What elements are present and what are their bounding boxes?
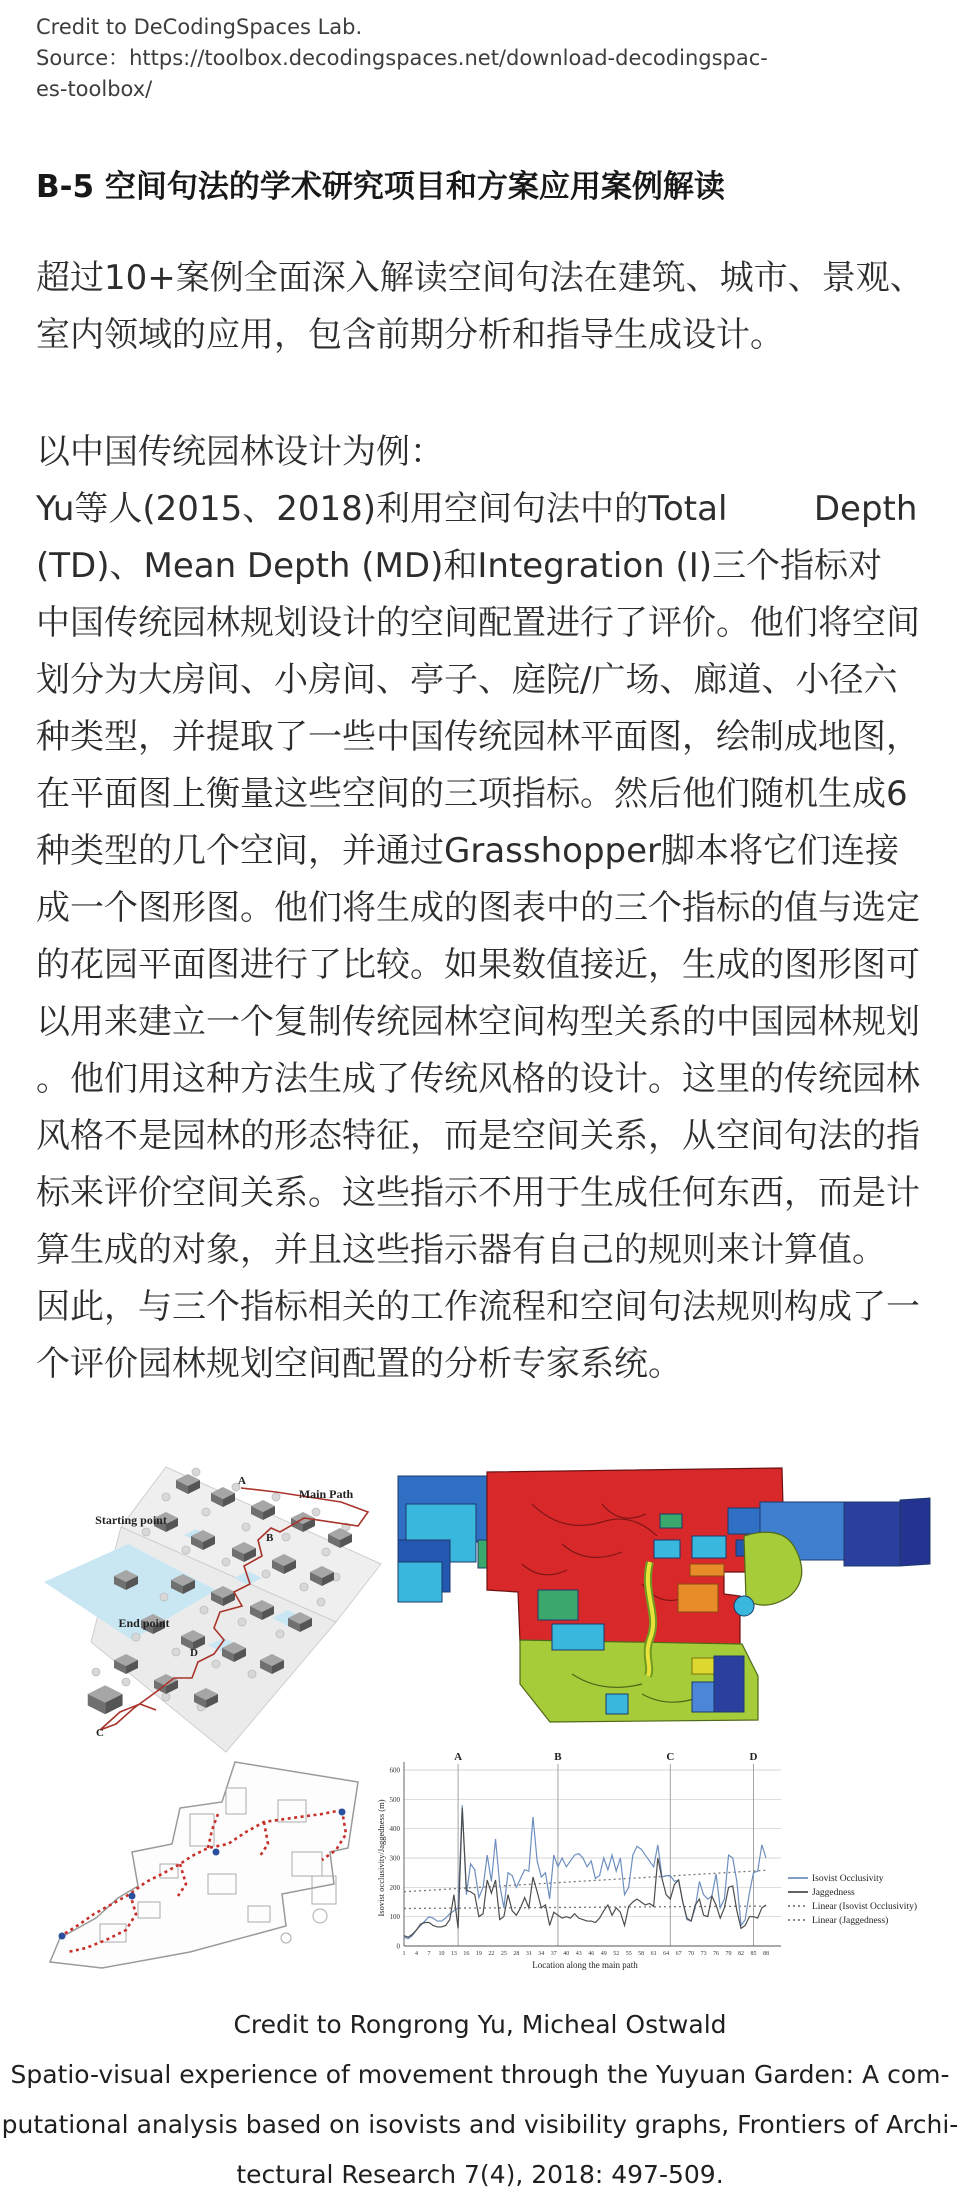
text-line: 个评价园林规划空间配置的分析专家系统。 <box>36 1344 682 1384</box>
svg-text:7: 7 <box>427 1951 431 1957</box>
top-credit-block <box>36 12 768 105</box>
marker-a-label: A <box>238 1475 246 1487</box>
svg-text:300: 300 <box>389 1854 400 1863</box>
text-line: 标来评价空间关系。这些指示不用于生成任何东西，而是计 <box>36 1173 920 1213</box>
svg-text:70: 70 <box>688 1951 695 1957</box>
svg-text:10: 10 <box>438 1951 445 1957</box>
text-line: (TD)、Mean Depth (MD)和Integration (I)三个指标对 <box>36 546 883 586</box>
svg-text:46: 46 <box>588 1951 595 1957</box>
svg-text:76: 76 <box>713 1951 720 1957</box>
text-line: tectural Research 7(4), 2018: 497-509. <box>236 2160 724 2189</box>
svg-text:Isovist occlusivity/Jaggedness: Isovist occlusivity/Jaggedness (m) <box>376 1799 386 1917</box>
svg-text:85: 85 <box>750 1951 757 1957</box>
svg-text:34: 34 <box>538 1951 545 1957</box>
svg-text:B: B <box>554 1751 562 1763</box>
svg-text:37: 37 <box>550 1951 557 1957</box>
svg-text:22: 22 <box>488 1951 495 1957</box>
text-line: 划分为大房间、小房间、亭子、庭院/广场、廊道、小径六 <box>36 660 898 700</box>
svg-text:43: 43 <box>575 1951 582 1957</box>
svg-text:19: 19 <box>475 1951 482 1957</box>
text-line: 在平面图上衡量这些空间的三项指标。然后他们随机生成6 <box>36 774 908 814</box>
svg-text:61: 61 <box>650 1951 657 1957</box>
svg-text:52: 52 <box>613 1951 620 1957</box>
svg-text:16: 16 <box>463 1951 470 1957</box>
svg-text:Jaggedness: Jaggedness <box>812 1888 855 1898</box>
svg-text:49: 49 <box>600 1951 607 1957</box>
svg-text:58: 58 <box>638 1951 645 1957</box>
marker-c-label: C <box>96 1727 104 1739</box>
intro-paragraph <box>36 250 924 364</box>
svg-text:Linear (Jaggedness): Linear (Jaggedness) <box>812 1916 889 1926</box>
svg-text:Isovist Occlusivity: Isovist Occlusivity <box>812 1874 884 1884</box>
text-line: 种类型，并提取了一些中国传统园林平面图，绘制成地图， <box>36 717 920 757</box>
text-line: Source：https://toolbox.decodingspaces.net/download-decodingspac- <box>36 46 768 70</box>
svg-text:200: 200 <box>389 1883 400 1892</box>
text-line: putational analysis based on isovists and visibility graphs, Frontiers of Archi- <box>1 2110 959 2139</box>
text-line: 室内领域的应用，包含前期分析和指导生成设计。 <box>36 315 784 355</box>
svg-text:D: D <box>749 1751 758 1763</box>
text-line: 风格不是园林的形态特征，而是空间关系，从空间句法的指 <box>36 1116 920 1156</box>
text-line: Credit to DeCodingSpaces Lab. <box>36 15 363 39</box>
svg-text:25: 25 <box>500 1951 507 1957</box>
svg-text:40: 40 <box>563 1951 570 1957</box>
text-line: es-toolbox/ <box>36 77 153 101</box>
svg-text:28: 28 <box>513 1951 520 1957</box>
text-line: Yu等人(2015、2018)利用空间句法中的Total Depth <box>36 489 918 529</box>
text-line: 因此，与三个指标相关的工作流程和空间句法规则构成了一 <box>36 1287 920 1327</box>
svg-text:A: A <box>454 1751 463 1763</box>
svg-text:73: 73 <box>700 1951 707 1957</box>
svg-text:64: 64 <box>663 1951 670 1957</box>
svg-text:13: 13 <box>450 1951 457 1957</box>
svg-text:0: 0 <box>396 1942 400 1951</box>
text-line: 种类型的几个空间，并通过Grasshopper脚本将它们连接 <box>36 831 899 871</box>
svg-text:55: 55 <box>625 1951 632 1957</box>
svg-text:88: 88 <box>763 1951 769 1957</box>
marker-d-label: D <box>190 1647 198 1659</box>
svg-text:31: 31 <box>525 1951 532 1957</box>
text-line: 以中国传统园林设计为例： <box>36 432 444 472</box>
text-line: 的花园平面图进行了比较。如果数值接近，生成的图形图可 <box>36 945 920 985</box>
text-line: Spatio-visual experience of movement through the Yuyuan Garden: A com- <box>10 2060 950 2089</box>
visibility-graph-map-figure <box>392 1444 936 1728</box>
svg-text:82: 82 <box>738 1951 745 1957</box>
text-line: 以用来建立一个复制传统园林空间构型关系的中国园林规划 <box>36 1002 920 1042</box>
text-line: 超过10+案例全面深入解读空间句法在建筑、城市、景观、 <box>36 258 924 298</box>
marker-b-label: B <box>266 1532 274 1544</box>
svg-text:600: 600 <box>389 1766 400 1775</box>
svg-text:500: 500 <box>389 1795 400 1804</box>
axonometric-garden-figure <box>36 1442 392 1758</box>
text-line: 成一个图形图。他们将生成的图表中的三个指标的值与选定 <box>36 888 920 928</box>
text-line: 。他们用这种方法生成了传统风格的设计。这里的传统园林 <box>36 1059 920 1099</box>
svg-text:67: 67 <box>675 1951 682 1957</box>
end-point-label: End point <box>118 1616 170 1630</box>
svg-text:C: C <box>666 1751 675 1763</box>
figure-panel <box>36 1438 936 1990</box>
svg-text:79: 79 <box>725 1951 732 1957</box>
page-title: B-5 空间句法的学术研究项目和方案应用案例解读 <box>36 169 725 205</box>
isovist-path-plan-figure <box>40 1756 380 1980</box>
plan-outline <box>50 1762 358 1968</box>
text-line: 中国传统园林规划设计的空间配置进行了评价。他们将空间 <box>36 603 920 643</box>
isovist-occlusivity-chart <box>376 1750 936 1990</box>
text-line: Credit to Rongrong Yu, Micheal Ostwald <box>233 2010 727 2039</box>
main-path-label: Main Path <box>298 1487 354 1501</box>
bottom-credit-block <box>0 2000 960 2200</box>
text-line: 算生成的对象，并且这些指示器有自己的规则来计算值。 <box>36 1230 886 1270</box>
body-paragraph <box>36 424 920 1393</box>
svg-text:400: 400 <box>389 1825 400 1834</box>
svg-text:Location along the main path: Location along the main path <box>532 1960 638 1970</box>
svg-text:4: 4 <box>414 1951 418 1957</box>
svg-text:1: 1 <box>402 1951 406 1957</box>
starting-point-label: Starting point <box>95 1513 167 1527</box>
svg-text:Linear (Isovist Occlusivity): Linear (Isovist Occlusivity) <box>812 1902 918 1912</box>
svg-text:100: 100 <box>389 1913 400 1922</box>
